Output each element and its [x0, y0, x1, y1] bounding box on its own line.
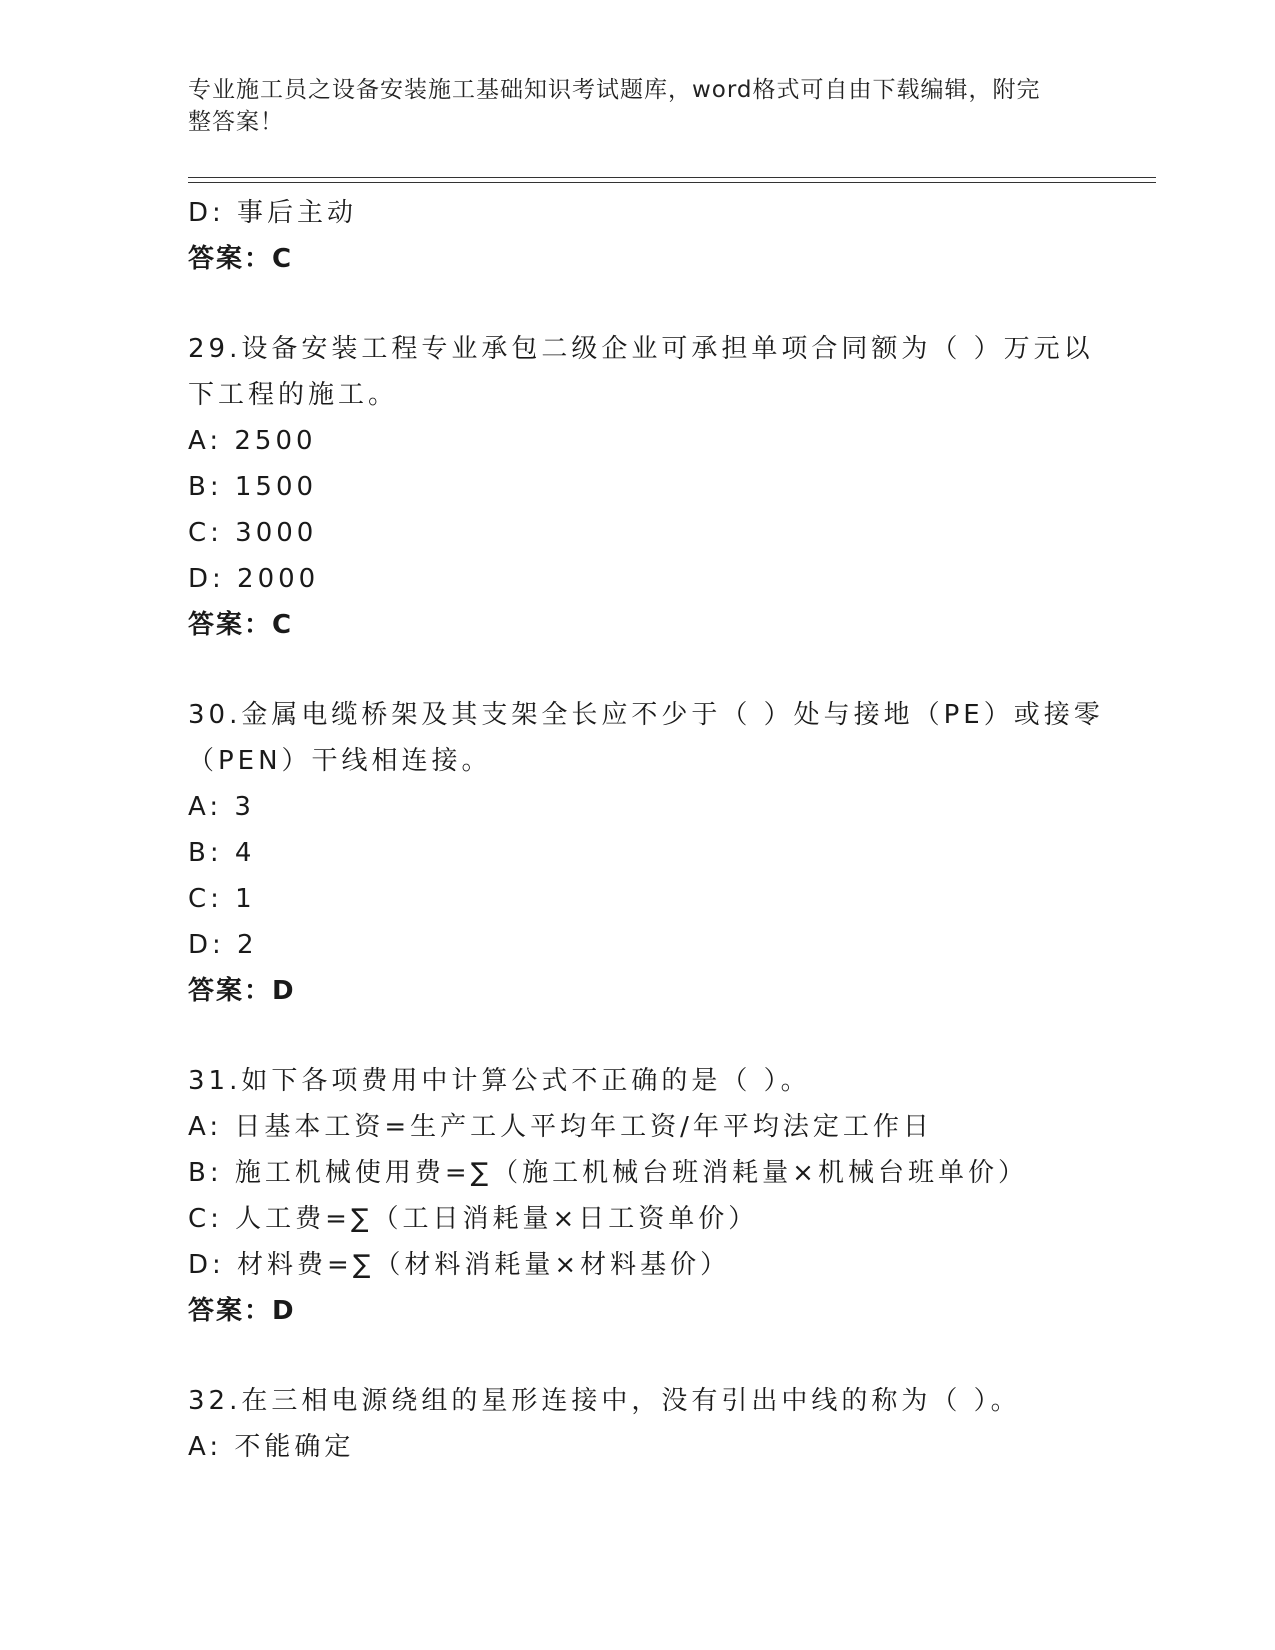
question-stem-continued: 下工程的施工。	[188, 380, 399, 410]
option-a: A: 不能确定	[188, 1432, 355, 1462]
spacer	[188, 648, 1088, 692]
question-32	[188, 1378, 1088, 1470]
question-list	[188, 190, 1104, 1470]
question-30	[188, 692, 1104, 1014]
question-stem: 29.设备安装工程专业承包二级企业可承担单项合同额为（ ）万元以	[188, 334, 1094, 364]
option-c: C: 人工费=∑（工日消耗量×日工资单价）	[188, 1204, 759, 1234]
option-d: D: 2	[188, 930, 258, 960]
spacer	[188, 1334, 1088, 1378]
option-d: D: 材料费=∑（材料消耗量×材料基价）	[188, 1250, 731, 1280]
spacer	[188, 282, 1088, 326]
header-divider-top	[188, 177, 1156, 178]
option-a: A: 2500	[188, 426, 317, 456]
option-a: A: 日基本工资=生产工人平均年工资/年平均法定工作日	[188, 1112, 933, 1142]
answer: 答案：D	[188, 976, 296, 1006]
prev-answer: 答案：C	[188, 244, 294, 274]
question-stem: 32.在三相电源绕组的星形连接中，没有引出中线的称为（ ）。	[188, 1386, 1021, 1416]
option-b: B: 1500	[188, 472, 318, 502]
header-line-2: 整答案！	[188, 109, 284, 135]
spacer	[188, 1014, 1088, 1058]
question-stem-continued: （PEN）干线相连接。	[188, 746, 492, 776]
header-line-1: 专业施工员之设备安装施工基础知识考试题库，word格式可自由下载编辑，附完	[188, 77, 1041, 103]
prev-option-d: D: 事后主动	[188, 198, 358, 228]
option-b: B: 4	[188, 838, 256, 868]
option-a: A: 3	[188, 792, 255, 822]
answer: 答案：C	[188, 610, 294, 640]
option-d: D: 2000	[188, 564, 320, 594]
question-31	[188, 1058, 1088, 1334]
answer: 答案：D	[188, 1296, 296, 1326]
document-header	[188, 74, 1088, 138]
question-stem: 31.如下各项费用中计算公式不正确的是（ ）。	[188, 1066, 811, 1096]
option-c: C: 1	[188, 884, 256, 914]
question-29	[188, 326, 1094, 648]
question-stem: 30.金属电缆桥架及其支架全长应不少于（ ）处与接地（PE）或接零	[188, 700, 1104, 730]
option-c: C: 3000	[188, 518, 318, 548]
option-b: B: 施工机械使用费=∑（施工机械台班消耗量×机械台班单价）	[188, 1158, 1028, 1188]
header-divider-bottom	[188, 182, 1156, 183]
